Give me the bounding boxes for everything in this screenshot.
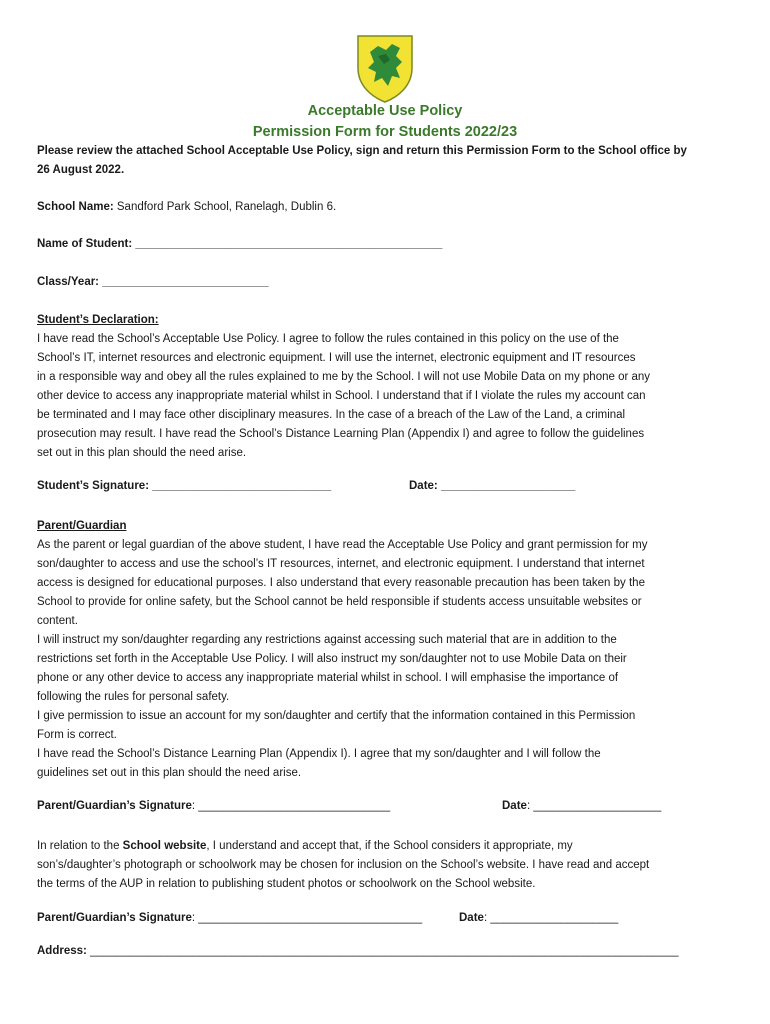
website-line: the terms of the AUP in relation to publishing student photos or schoolwork on the School website. [37, 878, 536, 890]
declaration-line: I have read the School’s Acceptable Use Policy. I agree to follow the rules contained in this policy on the use of the [37, 333, 619, 345]
intro-instructions [37, 142, 737, 180]
parent-statement-line: son/daughter to access and use the school’s IT resources, internet, and electronic equipment. I understand that internet [37, 558, 645, 570]
address-row [37, 945, 678, 957]
declaration-line: School’s IT, internet resources and electronic equipment. I will use the internet, electronic equipment and IT resources [37, 352, 636, 364]
parent-date-row-2 [459, 912, 618, 924]
parent-date-label: Date [502, 800, 527, 812]
class-year-label: Class/Year: [37, 276, 100, 288]
address-label: Address: [37, 945, 87, 957]
declaration-line: prosecution may result. I have read the School’s Distance Learning Plan (Appendix I) and agree to follow the guidelines [37, 428, 645, 440]
parent-guardian-section [37, 517, 737, 783]
parent-date-label: Date [459, 912, 484, 924]
parent-statement-line: I will instruct my son/daughter regarding any restrictions against accessing such material that are in addition to the [37, 634, 617, 646]
declaration-line: other device to access any inappropriate material whilst in School. I understand that if I violate the rules my account can [37, 390, 646, 402]
parent-statement-line: phone or any other device to access any inappropriate material whilst in school. I will emphasise the importance of [37, 672, 619, 684]
parent-statement-line: As the parent or legal guardian of the above student, I have read the Acceptable Use Policy and grant permission for my [37, 539, 648, 551]
student-declaration-section [37, 311, 737, 463]
student-name-field[interactable]: ________________________________________________ [132, 238, 443, 250]
parent-signature-row-1 [37, 800, 390, 812]
school-name-row [37, 198, 737, 217]
parent-statement-line: guidelines set out in this plan should the need arise. [37, 767, 302, 779]
school-name-label: School Name: [37, 201, 114, 213]
declaration-line: in a responsible way and obey all the rules explained to me by the School. I will not use Mobile Data on my phone or any [37, 371, 651, 383]
parent-guardian-heading: Parent/Guardian [37, 520, 127, 532]
student-date-row [409, 480, 575, 492]
parent-signature-label: Parent/Guardian’s Signature [37, 800, 192, 812]
school-name-value: Sandford Park School, Ranelagh, Dublin 6. [113, 201, 337, 213]
parent-signature-field[interactable]: : ______________________________ [191, 800, 391, 812]
form-subtitle: Permission Form for Students 2022/23 [252, 124, 518, 140]
website-line: son’s/daughter’s photograph or schoolwork may be chosen for inclusion on the School’s website. I have read and accept [37, 859, 650, 871]
parent-statement-line: I have read the School’s Distance Learning Plan (Appendix I). I agree that my son/daughter and I will follow the [37, 748, 601, 760]
student-date-label: Date: [409, 480, 438, 492]
parent-date-row-1 [502, 800, 661, 812]
student-signature-field[interactable]: ____________________________ [149, 480, 332, 492]
website-emphasis: School website [122, 840, 207, 852]
student-name-label: Name of Student: [37, 238, 133, 250]
intro-line: Please review the attached School Acceptable Use Policy, sign and return this Permission Form to the School office by [37, 145, 687, 157]
website-text: In relation to the [37, 840, 123, 852]
class-year-field[interactable]: __________________________ [99, 276, 269, 288]
parent-statement-line: restrictions set forth in the Acceptable Use Policy. I will also instruct my son/daughter not to use Mobile Data on their [37, 653, 627, 665]
website-line [37, 837, 737, 856]
parent-signature-label: Parent/Guardian’s Signature [37, 912, 192, 924]
parent-statement-line: following the rules for personal safety. [37, 691, 230, 703]
parent-statement-line: Form is correct. [37, 729, 117, 741]
parent-date-field[interactable]: : ____________________ [483, 912, 619, 924]
parent-signature-row-2 [37, 912, 422, 924]
address-field[interactable]: ____________________________________________________________________________________________ [86, 945, 679, 957]
school-website-section [37, 837, 737, 894]
student-signature-row [37, 480, 331, 492]
student-declaration-heading: Student’s Declaration: [37, 314, 159, 326]
parent-statement-line: I give permission to issue an account for my son/daughter and certify that the information contained in this Permission [37, 710, 636, 722]
parent-date-field[interactable]: : ____________________ [526, 800, 662, 812]
student-signature-label: Student’s Signature: [37, 480, 150, 492]
parent-statement-line: School to provide for online safety, but the School cannot be held responsible if students access unsuitable websites or [37, 596, 642, 608]
declaration-line: be terminated and I may face other disciplinary measures. In the case of a breach of the Law of the Land, a criminal [37, 409, 626, 421]
form-title: Acceptable Use Policy [307, 103, 463, 119]
school-crest-icon [356, 34, 414, 104]
parent-statement-line: access is designed for educational purposes. I also understand that every reasonable precaution has been taken by the [37, 577, 645, 589]
student-date-field[interactable]: _____________________ [437, 480, 576, 492]
class-year-row [37, 273, 737, 292]
parent-statement-line: content. [37, 615, 78, 627]
parent-signature-field[interactable]: : ___________________________________ [191, 912, 423, 924]
website-text: , I understand and accept that, if the School considers it appropriate, my [206, 840, 573, 852]
intro-line: 26 August 2022. [37, 164, 125, 176]
student-name-row [37, 235, 737, 254]
declaration-line: set out in this plan should the need arise. [37, 447, 247, 459]
